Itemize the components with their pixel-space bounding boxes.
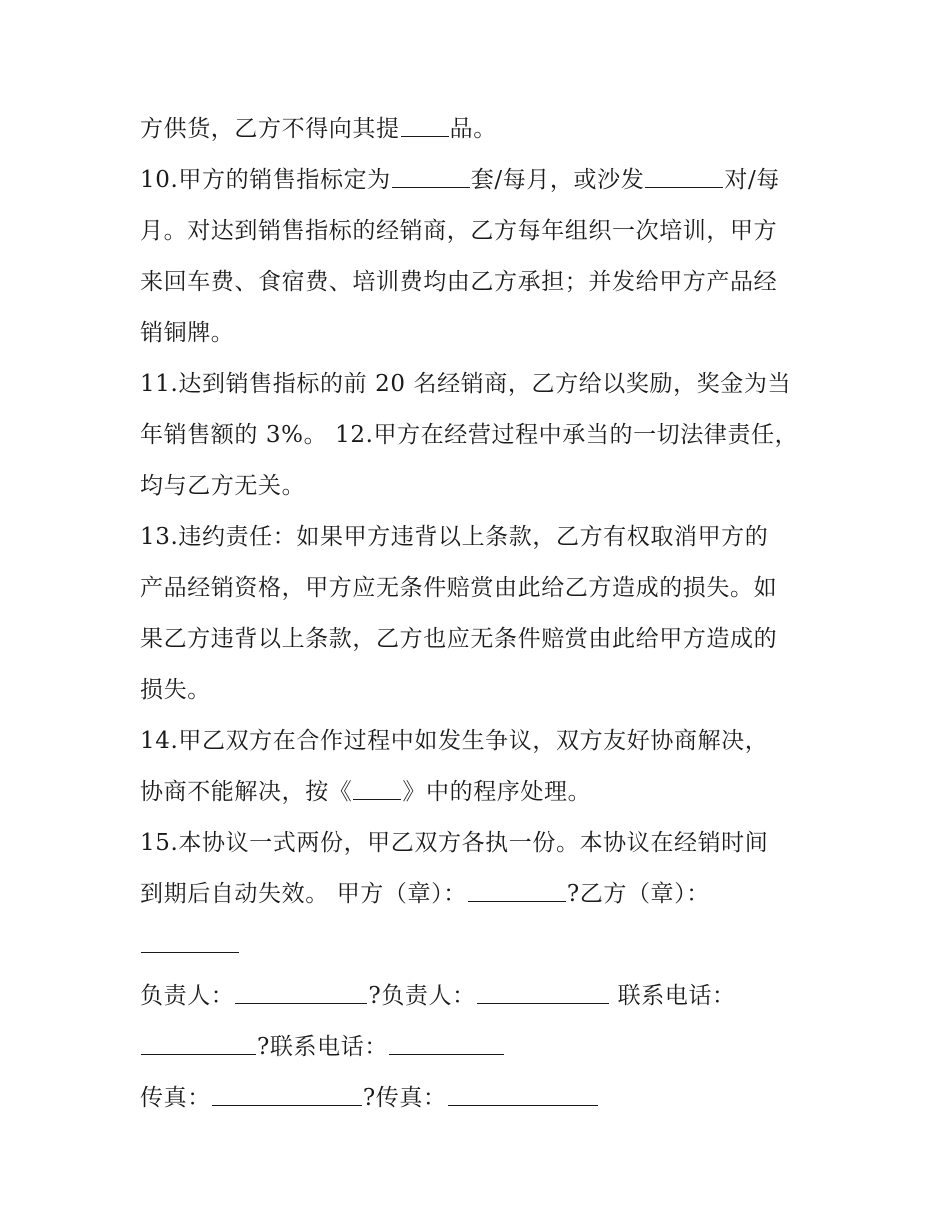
text-segment: 果乙方违背以上条款，乙方也应无条件赔赏由此给甲方造成的: [140, 626, 778, 652]
fill-blank[interactable]: [235, 983, 367, 1004]
text-line: [140, 308, 830, 359]
text-line: [140, 1073, 830, 1124]
text-line: [140, 359, 830, 410]
text-segment: 年销售额的 3%。 12.甲方在经营过程中承当的一切法律责任，: [140, 422, 799, 448]
text-line: [140, 410, 830, 461]
text-segment: ?负责人：: [368, 983, 476, 1009]
text-segment: 套/每月，或沙发: [470, 167, 645, 193]
text-line: [140, 155, 830, 206]
fill-blank[interactable]: [477, 983, 609, 1004]
text-segment: ?传真：: [362, 1085, 447, 1111]
text-segment: 销铜牌。: [140, 320, 235, 346]
text-segment: 联系电话：: [609, 983, 736, 1009]
fill-blank[interactable]: [212, 1085, 362, 1106]
text-segment: 来回车费、食宿费、培训费均由乙方承担；并发给甲方产品经: [140, 269, 778, 295]
text-line: [140, 206, 830, 257]
text-line: [140, 461, 830, 512]
text-segment: 15.本协议一式两份，甲乙双方各执一份。本协议在经销时间: [140, 830, 769, 856]
text-segment: 负责人：: [140, 983, 235, 1009]
text-segment: 损失。: [140, 677, 211, 703]
text-segment: 均与乙方无关。: [140, 473, 306, 499]
text-segment: ?联系电话：: [257, 1034, 388, 1060]
text-line: [140, 818, 830, 869]
fill-blank[interactable]: [468, 881, 566, 902]
text-segment: 协商不能解决，按《: [140, 779, 353, 805]
text-segment: 13.违约责任：如果甲方违背以上条款，乙方有权取消甲方的: [140, 524, 769, 550]
fill-blank[interactable]: [141, 932, 239, 953]
text-segment: 11.达到销售指标的前 20 名经销商，乙方给以奖励，奖金为当: [140, 371, 792, 397]
text-segment: 对/每: [724, 167, 780, 193]
fill-blank[interactable]: [141, 1034, 256, 1055]
text-line: [140, 104, 830, 155]
text-line: [140, 920, 830, 971]
text-line: [140, 512, 830, 563]
text-line: [140, 1022, 830, 1073]
text-line: [140, 614, 830, 665]
contract-page: [140, 104, 830, 1124]
text-line: [140, 869, 830, 920]
fill-blank[interactable]: [645, 167, 723, 188]
text-line: [140, 563, 830, 614]
text-segment: 》中的程序处理。: [402, 779, 592, 805]
text-segment: 14.甲乙双方在合作过程中如发生争议，双方友好协商解决，: [140, 728, 769, 754]
text-line: [140, 716, 830, 767]
text-line: [140, 971, 830, 1022]
fill-blank[interactable]: [448, 1085, 598, 1106]
text-line: [140, 767, 830, 818]
text-line: [140, 665, 830, 716]
text-segment: ?乙方（章）：: [566, 881, 710, 907]
text-line: [140, 257, 830, 308]
text-segment: 品。: [449, 116, 497, 142]
text-segment: 月。对达到销售指标的经销商，乙方每年组织一次培训，甲方: [140, 218, 778, 244]
text-segment: 产品经销资格，甲方应无条件赔赏由此给乙方造成的损失。如: [140, 575, 778, 601]
text-segment: 传真：: [140, 1085, 211, 1111]
text-segment: 到期后自动失效。 甲方（章）：: [140, 881, 467, 907]
text-segment: 方供货，乙方不得向其提: [140, 116, 400, 142]
fill-blank[interactable]: [353, 779, 401, 800]
fill-blank[interactable]: [392, 167, 470, 188]
fill-blank[interactable]: [401, 116, 449, 137]
fill-blank[interactable]: [389, 1034, 504, 1055]
text-segment: 10.甲方的销售指标定为: [140, 167, 391, 193]
